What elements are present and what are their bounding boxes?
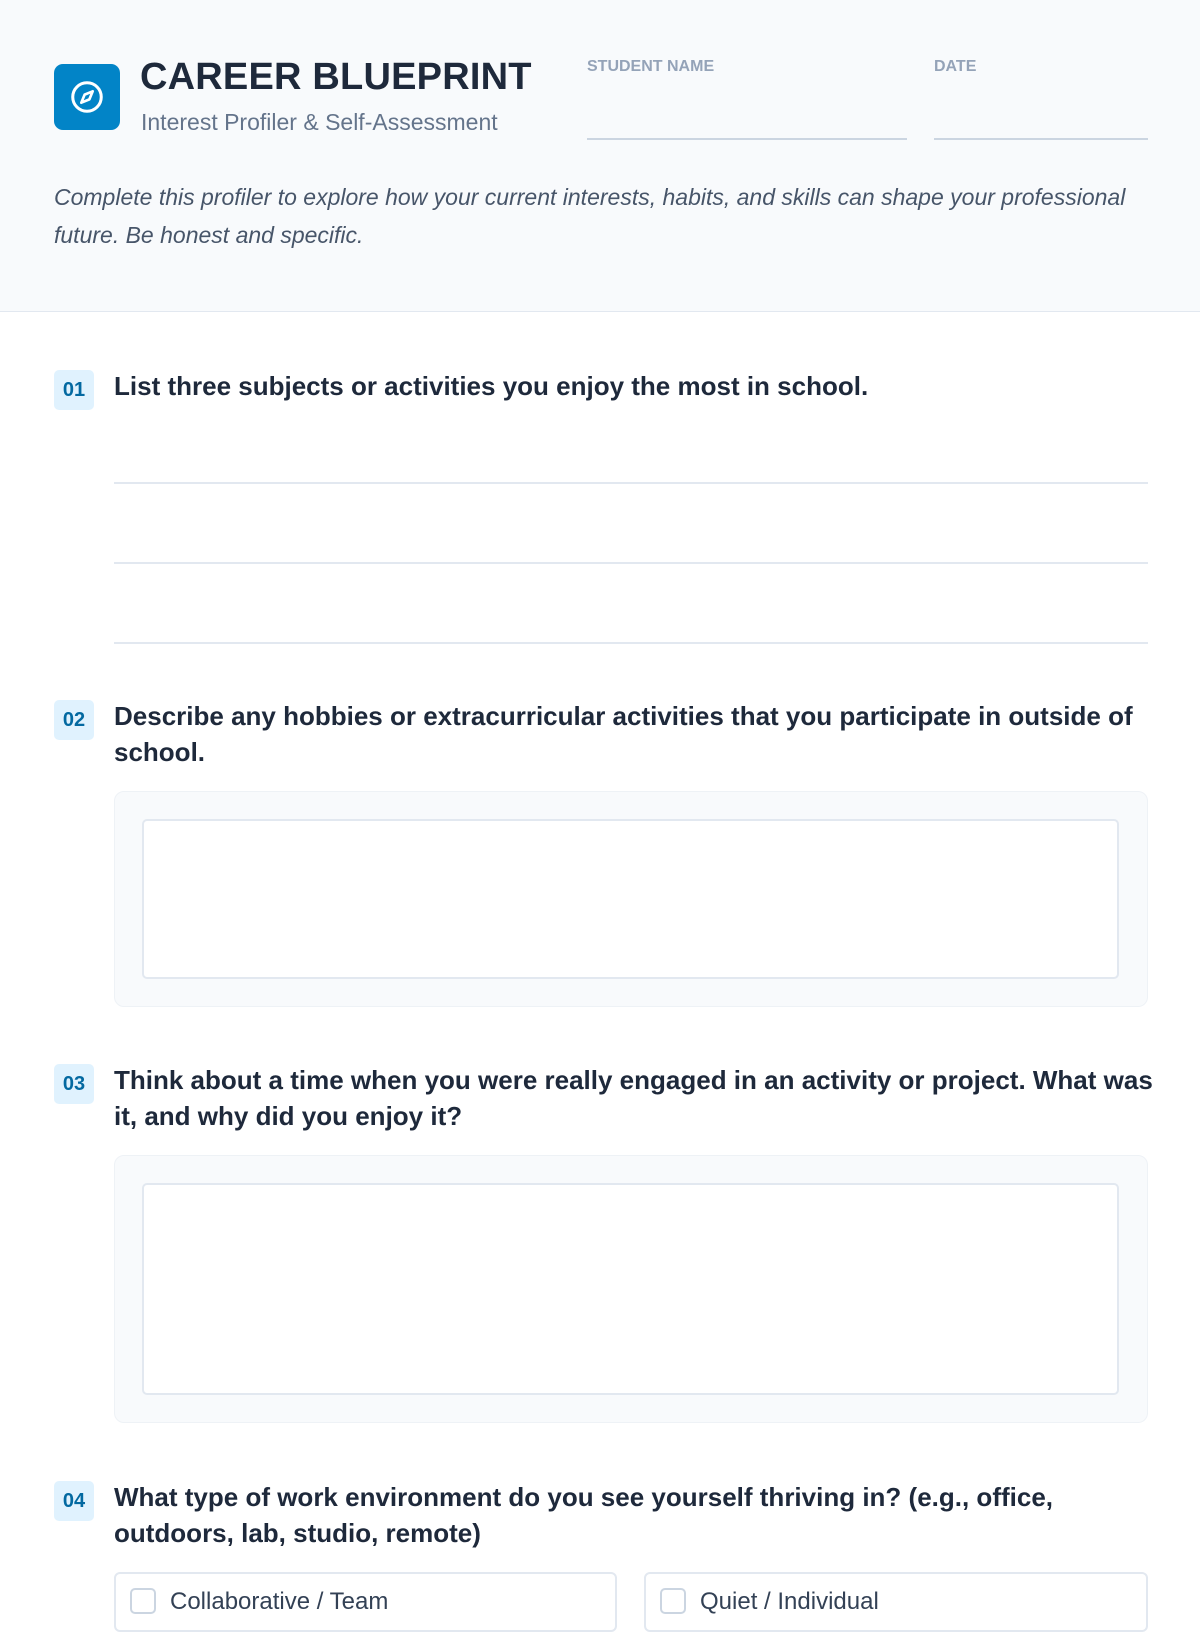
question-number: 01	[54, 370, 94, 410]
option-quiet-individual[interactable]	[644, 1572, 1148, 1632]
form-header	[0, 0, 1200, 312]
answer-line-1[interactable]	[114, 482, 1148, 484]
intro-text: Complete this profiler to explore how your current interests, habits, and skills can shape your professional future. Be honest and specific.	[54, 184, 1126, 248]
date-field[interactable]	[934, 138, 1148, 140]
checkbox[interactable]	[130, 1588, 156, 1614]
form-title: CAREER BLUEPRINT	[140, 56, 532, 98]
compass-icon	[54, 64, 120, 130]
option-label: Collaborative / Team	[170, 1588, 389, 1615]
student-name-field[interactable]	[587, 138, 907, 140]
question-number: 03	[54, 1064, 94, 1104]
date-label: DATE	[934, 58, 977, 75]
student-name-label: STUDENT NAME	[587, 58, 715, 75]
checkbox[interactable]	[660, 1588, 686, 1614]
option-collaborative-team[interactable]	[114, 1572, 617, 1632]
answer-line-2[interactable]	[114, 562, 1148, 564]
engagement-answer-textarea[interactable]	[142, 1183, 1119, 1395]
option-label: Quiet / Individual	[700, 1588, 879, 1615]
question-text: What type of work environment do you see yourself thriving in? (e.g., office, outdoors, lab, studio, remote)	[114, 1482, 1053, 1548]
answer-line-3[interactable]	[114, 642, 1148, 644]
question-text: List three subjects or activities you enjoy the most in school.	[114, 371, 869, 401]
hobbies-answer-textarea[interactable]	[142, 819, 1119, 979]
question-number: 02	[54, 700, 94, 740]
question-text: Describe any hobbies or extracurricular activities that you participate in outside of school.	[114, 701, 1133, 767]
form-subtitle: Interest Profiler & Self-Assessment	[141, 109, 498, 135]
question-text: Think about a time when you were really engaged in an activity or project. What was it, and why did you enjoy it?	[114, 1065, 1153, 1131]
question-number: 04	[54, 1481, 94, 1521]
